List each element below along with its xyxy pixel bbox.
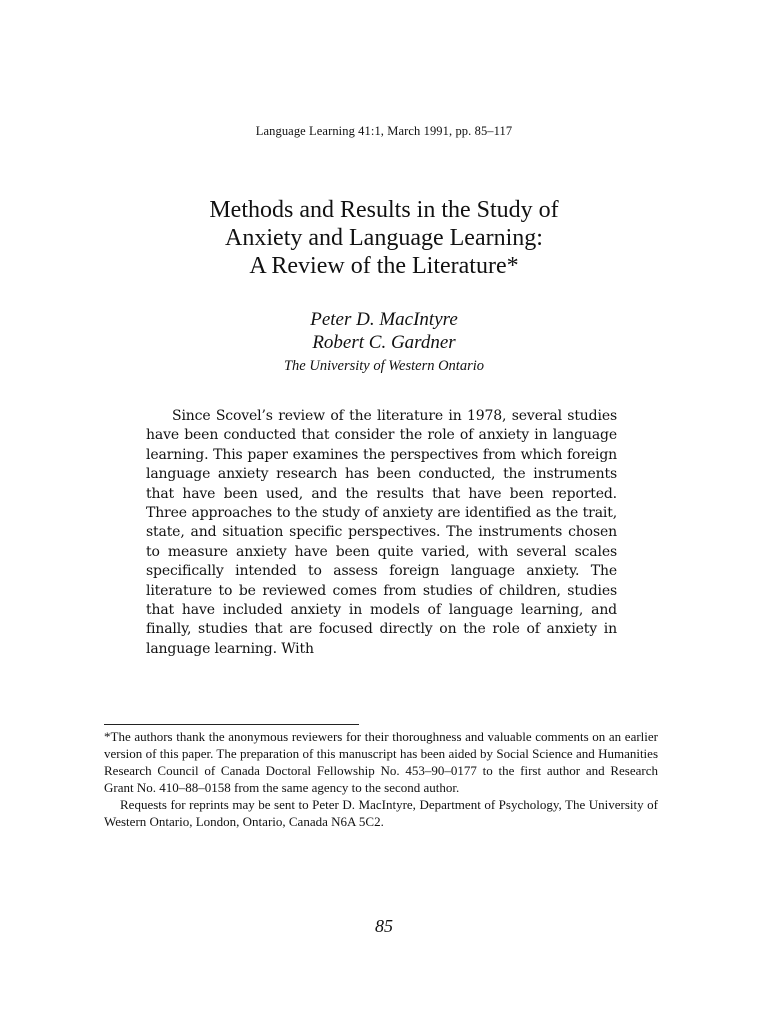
- running-head: Language Learning 41:1, March 1991, pp. 85–117: [255, 124, 513, 138]
- title-line: Anxiety and Language Learning:: [225, 225, 543, 251]
- title-line: Methods and Results in the Study of: [209, 197, 559, 223]
- footnotes: [104, 728, 658, 830]
- article-title: [100, 196, 668, 280]
- abstract: Since Scovel’s review of the literature in 1978, several studies have been conducted that consider the role of anxiety in language learning. This paper examines the perspectives from which foreign language anxiety research has been conducted, the instruments that have been used, and the results that have been reported. Three approaches to the study of anxiety are identified as the trait, state, and situation specific perspectives. The instruments chosen to measure anxiety have been quite varied, with several scales specifically intended to assess foreign language anxiety. The literature to be reviewed comes from studies of children, studies that have included anxiety in models of language learning, and finally, studies that are focused directly on the role of anxiety in language learning. With: [146, 408, 617, 657]
- acknowledgment-footnote: *The authors thank the anonymous reviewers for their thoroughness and valuable comments on an earlier version of this paper. The preparation of this manuscript has been aided by Social Science and Humanities Research Council of Canada Doctoral Fellowship No. 453–90–0177 to the first author and Research Grant No. 410–88–0158 from the same agency to the second author.: [104, 729, 658, 795]
- page-number: 85: [375, 916, 393, 936]
- author-block: [0, 308, 768, 376]
- reprints-footnote: Requests for reprints may be sent to Peter D. MacIntyre, Department of Psychology, The University of Western Ontario, London, Ontario, Canada N6A 5C2.: [104, 797, 658, 829]
- title-line: A Review of the Literature*: [249, 253, 519, 279]
- author-name: Peter D. MacIntyre: [310, 309, 458, 330]
- footnote-divider: [104, 724, 359, 725]
- author-name: Robert C. Gardner: [312, 332, 456, 353]
- affiliation: The University of Western Ontario: [283, 358, 485, 374]
